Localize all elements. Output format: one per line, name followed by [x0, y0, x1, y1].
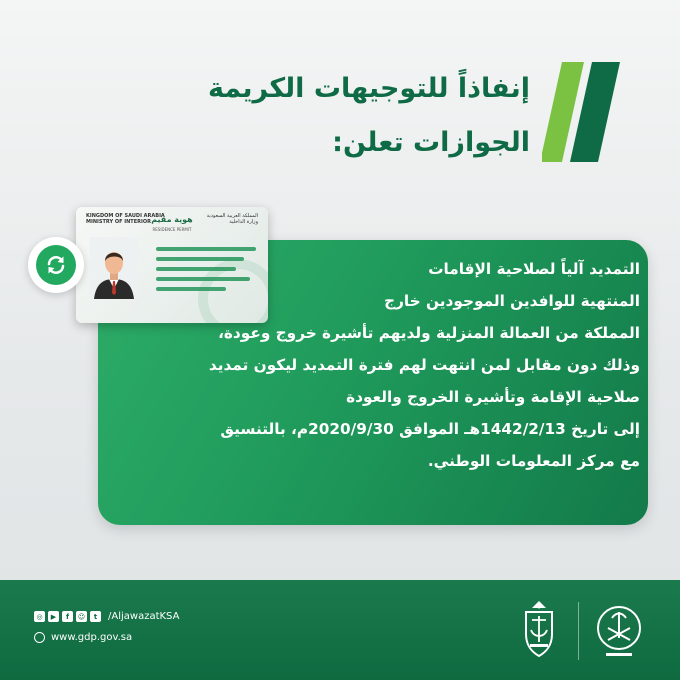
footer-divider — [578, 602, 579, 660]
announcement-text: التمديد آلياً لصلاحية الإقامات المنتهية للوافدين الموجودين خارج المملكة من العمالة المنزلية ولديهم تأشيرة خروج وعودة، وذلك دون مقابل لمن انتهت لهم فترة التمديد ليكون تمديد صلاحية الإقامة وتأشيرة الخروج والعودة إلى تاريخ 1442/2/13هـ الموافق 2020/9/30م، بالتنسيق مع مركز المعلومات الوطني. — [208, 260, 640, 470]
headline-line-2: الجوازات تعلن: — [332, 127, 530, 158]
footer-bar — [0, 580, 680, 680]
instagram-icon[interactable]: ◎ — [34, 611, 45, 622]
refresh-icon — [44, 253, 68, 277]
social-handle[interactable]: /AljawazatKSA — [108, 611, 180, 622]
card-english-header: KINGDOM OF SAUDI ARABIA MINISTRY OF INTERIOR — [86, 213, 165, 225]
ministry-emblem-icon — [594, 598, 640, 662]
globe-icon — [34, 632, 45, 643]
passports-emblem-icon — [516, 598, 562, 662]
headline-line-1: إنفاذاً للتوجيهات الكريمة — [207, 73, 530, 104]
residence-permit-card — [76, 207, 268, 323]
snapchat-icon[interactable]: ☺ — [77, 612, 86, 621]
youtube-icon[interactable]: ▶ — [48, 611, 59, 622]
headline — [90, 62, 530, 170]
card-arabic-title: هوية مقيم — [151, 215, 193, 224]
card-english-subtitle: RESIDENCE PERMIT — [152, 227, 192, 232]
website-link[interactable] — [34, 632, 132, 643]
card-arabic-header: المملكة العربية السعودية وزارة الداخلية — [206, 213, 258, 225]
social-links — [34, 611, 179, 622]
refresh-badge — [28, 237, 84, 293]
slash-decoration-icon — [542, 62, 620, 162]
person-avatar-icon — [90, 237, 138, 299]
card-photo — [90, 237, 138, 299]
website-url[interactable]: www.gdp.gov.sa — [51, 632, 133, 643]
facebook-icon[interactable]: f — [62, 611, 73, 622]
twitter-icon[interactable]: t — [90, 611, 101, 622]
